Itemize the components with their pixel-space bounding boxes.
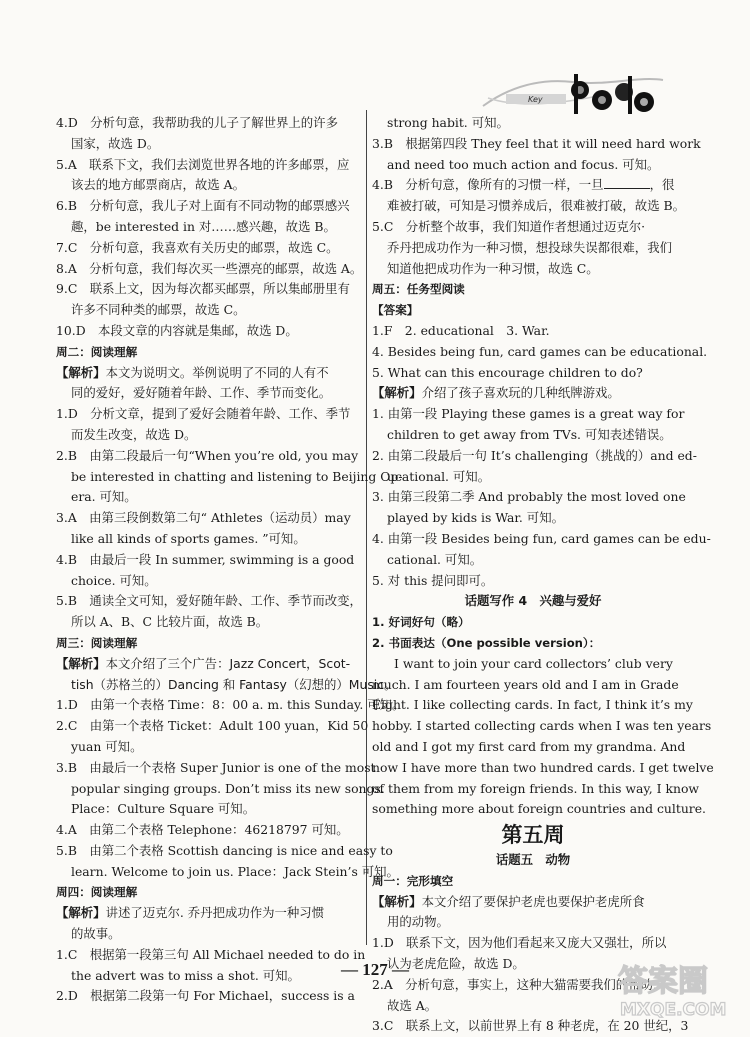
text-line bbox=[372, 758, 714, 779]
text-line bbox=[56, 300, 364, 321]
analysis-label: 【解析】 bbox=[56, 905, 106, 921]
line-text: 本文介绍了要保护老虎也要保护老虎所食 bbox=[421, 893, 645, 909]
analysis-note bbox=[372, 912, 694, 933]
line-text: 该去的地方邮票商店，故选 A。 bbox=[71, 177, 245, 193]
line-text: 4.A 由第二个表格 Telephone：46218797 可知。 bbox=[56, 822, 349, 838]
line-text: popular singing groups. Don’t miss its new songs. bbox=[71, 780, 385, 796]
line-text: 故选 A。 bbox=[387, 997, 438, 1013]
line-text: 本文为说明文。举例说明了不同的人有不 bbox=[105, 364, 329, 380]
line-text: yuan 可知。 bbox=[71, 738, 143, 754]
text-line bbox=[56, 487, 364, 508]
text-line bbox=[372, 467, 694, 488]
line-text: 2. 由第二段最后一句 It’s challenging（挑战的）and ed- bbox=[372, 447, 697, 463]
section-heading bbox=[372, 633, 694, 654]
line-text: era. 可知。 bbox=[71, 489, 137, 505]
analysis-note bbox=[56, 924, 364, 945]
text-line bbox=[372, 175, 694, 196]
section-heading bbox=[372, 279, 694, 300]
section-heading bbox=[56, 633, 364, 654]
text-line bbox=[56, 841, 393, 862]
section-heading bbox=[56, 882, 364, 903]
text-line bbox=[56, 134, 364, 155]
line-text: 4.B 分析句意，像所有的习惯一样，一旦 bbox=[372, 177, 604, 193]
text-line bbox=[372, 238, 694, 259]
fill-blank bbox=[604, 176, 650, 189]
line-text: 5. 对 this 提问即可。 bbox=[372, 572, 494, 588]
text-line bbox=[372, 113, 694, 134]
line-text: cational. 可知。 bbox=[387, 551, 483, 567]
line-text: 5.B 通读全文可知，爱好随年龄、工作、季节而改变， bbox=[56, 593, 362, 609]
text-line bbox=[372, 571, 694, 592]
text-line bbox=[372, 425, 694, 446]
line-text: 周五：任务型阅读 bbox=[372, 282, 465, 297]
text-line bbox=[56, 196, 364, 217]
line-text: 3.A 由第三段倒数第二句“ Athletes（运动员）may bbox=[56, 510, 351, 526]
text-line bbox=[56, 113, 364, 134]
text-line bbox=[372, 654, 694, 675]
line-text: 5.A 联系下文，我们去浏览世界各地的许多邮票，应 bbox=[56, 156, 350, 172]
line-text: 5.C 分析整个故事，我们知道作者想通过迈克尔· bbox=[372, 218, 646, 234]
line-text: 而发生改变，故选 D。 bbox=[71, 426, 197, 442]
line-text: 2.B 由第二段最后一句“When you’re old, you may bbox=[56, 447, 359, 463]
section-heading bbox=[372, 612, 694, 633]
text-line bbox=[56, 155, 364, 176]
text-line bbox=[372, 487, 694, 508]
line-text: 的故事。 bbox=[71, 926, 121, 942]
text-line bbox=[56, 508, 364, 529]
watermark-text-url: MXQE.COM bbox=[620, 1000, 727, 1020]
line-text: 1. 好词好句（略） bbox=[372, 615, 470, 630]
line-text: old and I got my first card from my grandma. And bbox=[372, 738, 686, 754]
header-logo-text: Key bbox=[528, 95, 543, 104]
text-line bbox=[372, 716, 712, 737]
analysis-note bbox=[56, 675, 397, 696]
text-line bbox=[56, 259, 364, 280]
line-text: 5. What can this encourage children to do? bbox=[372, 364, 643, 380]
line-text: 周三：阅读理解 bbox=[56, 635, 138, 650]
line-text: the advert was to miss a shot. 可知。 bbox=[71, 967, 300, 983]
text-line bbox=[56, 799, 364, 820]
text-line bbox=[56, 529, 364, 550]
line-text: 知道他把成功作为一种习惯，故选 C。 bbox=[387, 260, 599, 276]
line-text: 3. 由第三段第二季 And probably the most loved one bbox=[372, 489, 686, 505]
text-line bbox=[56, 612, 364, 633]
line-text: 6.B 分析句意，我儿子对上面有不同动物的邮票感兴 bbox=[56, 198, 350, 214]
text-line bbox=[372, 550, 694, 571]
line-text: strong habit. 可知。 bbox=[387, 115, 509, 130]
analysis-label: 【解析】 bbox=[372, 893, 422, 909]
line-text: and need too much action and focus. 可知。 bbox=[387, 156, 660, 172]
line-text: 许多不同种类的邮票，故选 C。 bbox=[71, 302, 246, 318]
line-text: 1.D 由第一个表格 Time：8：00 a. m. this Sunday. 可知。 bbox=[56, 697, 405, 713]
line-text: of them from my foreign friends. In this way, I know bbox=[372, 780, 700, 796]
right-column bbox=[372, 113, 714, 1037]
text-line bbox=[56, 758, 376, 779]
line-text: 国家，故选 D。 bbox=[71, 135, 160, 151]
line-text: 2.C 由第一个表格 Ticket：Adult 100 yuan，Kid 50 bbox=[56, 718, 369, 734]
line-text: 话题写作 4 兴趣与爱好 bbox=[464, 593, 602, 609]
page-number: — 127 — bbox=[341, 960, 409, 979]
line-text: 10.D 本段文章的内容就是集邮，故选 D。 bbox=[56, 322, 298, 338]
line-text: I want to join your card collectors’ club very bbox=[394, 655, 673, 671]
line-text: 4. 由第一段 Besides being fun, card games can be edu- bbox=[372, 530, 711, 546]
watermark-text-cn: 答案圈 bbox=[618, 964, 708, 999]
line-text: 用的动物。 bbox=[387, 914, 449, 930]
line-text: learn. Welcome to join us. Place：Jack Stein’s 可知。 bbox=[71, 863, 399, 879]
line-text: 2. 书面表达（One possible version）： bbox=[372, 635, 601, 650]
line-text: 3.B 根据第四段 They feel that it will need hard work bbox=[372, 135, 701, 151]
text-line bbox=[372, 363, 694, 384]
line-text: 介绍了孩子喜欢玩的几种纸牌游戏。 bbox=[421, 385, 620, 401]
analysis-label: 【解析】 bbox=[56, 655, 106, 671]
line-text: 8.A 分析句意，我们每次买一些漂亮的邮票，故选 A。 bbox=[56, 260, 363, 276]
line-text: 1.C 根据第一段第三句 All Michael needed to do in bbox=[56, 946, 366, 962]
line-text: 讲述了迈克尔. 乔丹把成功作为一种习惯 bbox=[105, 905, 325, 921]
line-text: 周一：完形填空 bbox=[372, 873, 454, 888]
week-heading bbox=[372, 820, 694, 850]
text-line bbox=[372, 508, 694, 529]
text-line bbox=[56, 446, 364, 467]
text-line bbox=[56, 550, 364, 571]
line-text: 第五周 bbox=[501, 823, 565, 848]
line-text: tish（苏格兰的）Dancing 和 Fantasy（幻想的）Music。 bbox=[71, 676, 397, 692]
header-logo bbox=[478, 68, 668, 118]
text-line bbox=[372, 321, 694, 342]
text-line bbox=[56, 862, 399, 883]
line-text: 3.B 由最后一个表格 Super Junior is one of the most bbox=[56, 759, 376, 775]
text-line bbox=[56, 467, 403, 488]
watermark-logo bbox=[612, 955, 740, 1021]
line-text: 1. 由第一段 Playing these games is a great way for bbox=[372, 406, 685, 422]
text-line bbox=[56, 571, 364, 592]
text-line bbox=[372, 446, 697, 467]
line-text: Place：Culture Square 可知。 bbox=[71, 801, 256, 817]
column-divider bbox=[366, 110, 367, 945]
text-line bbox=[372, 134, 701, 155]
text-line bbox=[372, 155, 694, 176]
line-text: 趣，be interested in 对……感兴趣，故选 B。 bbox=[71, 218, 336, 234]
text-line bbox=[372, 529, 711, 550]
text-line bbox=[56, 279, 364, 300]
line-text: 4. Besides being fun, card games can be educational. bbox=[372, 343, 708, 359]
line-text: 4.D 分析句意，我帮助我的儿子了解世界上的许多 bbox=[56, 115, 338, 130]
line-text: ucational. 可知。 bbox=[387, 468, 491, 484]
text-line bbox=[56, 591, 364, 612]
line-text: 本文介绍了三个广告：Jazz Concert，Scot- bbox=[105, 655, 351, 671]
analysis-label: 【解析】 bbox=[56, 364, 106, 380]
line-text: 2.D 根据第二段第一句 For Michael，success is a bbox=[56, 988, 355, 1004]
line-text-tail: ，很 bbox=[649, 177, 675, 193]
text-line bbox=[372, 737, 694, 758]
line-text: now I have more than two hundred cards. I get twelve bbox=[372, 759, 714, 775]
text-line bbox=[56, 695, 405, 716]
text-line bbox=[372, 799, 706, 820]
line-text: Eight. I like collecting cards. In fact, I think it’s my bbox=[372, 697, 693, 713]
line-text: 乔丹把成功作为一种习惯，想投球失误都很难，我们 bbox=[387, 239, 672, 255]
line-text: something more about foreign countries and culture. bbox=[372, 801, 706, 817]
text-line bbox=[56, 986, 364, 1007]
analysis-note bbox=[372, 383, 694, 404]
line-text: 难被打破，可知是习惯养成后，很难被打破，故选 B。 bbox=[387, 198, 686, 214]
line-text: 认为老虎危险，故选 D。 bbox=[387, 956, 525, 972]
line-text: 1.D 联系下文，因为他们看起来又庞大又强壮，所以 bbox=[372, 935, 667, 951]
line-text: like all kinds of sports games. ”可知。 bbox=[71, 530, 306, 546]
line-text: 4.B 由最后一段 In summer, swimming is a good bbox=[56, 551, 355, 567]
text-line bbox=[372, 675, 694, 696]
line-text: 5.B 由第二个表格 Scottish dancing is nice and easy to bbox=[56, 842, 393, 858]
section-heading bbox=[56, 342, 364, 363]
topic-heading bbox=[372, 591, 694, 612]
topic-heading bbox=[372, 850, 694, 871]
text-line bbox=[56, 820, 364, 841]
line-text: 【答案】 bbox=[372, 303, 419, 318]
analysis-note bbox=[56, 903, 364, 924]
line-text: 1.D 分析文章，提到了爱好会随着年龄、工作、季节 bbox=[56, 406, 351, 422]
text-line bbox=[56, 425, 364, 446]
line-text: played by kids is War. 可知。 bbox=[387, 510, 564, 526]
line-text: 同的爱好，爱好随着年龄、工作、季节而变化。 bbox=[71, 385, 332, 401]
line-text: 周四：阅读理解 bbox=[56, 885, 138, 900]
line-text: 1.F 2. educational 3. War. bbox=[372, 322, 550, 338]
line-text: 3.C 联系上文，以前世界上有 8 种老虎，在 20 世纪，3 bbox=[372, 1018, 689, 1034]
line-text: 2.A 分析句意，事实上，这种大猫需要我们的帮助， bbox=[372, 976, 666, 992]
line-text: hobby. I started collecting cards when I was ten years bbox=[372, 718, 712, 734]
text-line bbox=[56, 175, 364, 196]
text-line bbox=[56, 404, 364, 425]
analysis-note bbox=[56, 654, 364, 675]
text-line bbox=[56, 779, 385, 800]
text-line bbox=[56, 716, 369, 737]
text-line bbox=[56, 321, 364, 342]
line-text: 9.C 联系上文，因为每次都买邮票，所以集邮册里有 bbox=[56, 281, 350, 297]
line-text: 7.C 分析句意，我喜欢有关历史的邮票，故选 C。 bbox=[56, 239, 339, 255]
text-line bbox=[372, 259, 694, 280]
analysis-note bbox=[56, 363, 364, 384]
text-line bbox=[372, 217, 694, 238]
analysis-label: 【解析】 bbox=[372, 385, 422, 401]
line-text: much. I am fourteen years old and I am in Grade bbox=[372, 676, 679, 692]
section-heading bbox=[372, 871, 694, 892]
text-line bbox=[56, 737, 364, 758]
text-line bbox=[372, 695, 694, 716]
analysis-note bbox=[56, 383, 364, 404]
text-line bbox=[56, 217, 364, 238]
line-text: children to get away from TVs. 可知表述错误。 bbox=[387, 426, 672, 442]
text-line bbox=[372, 196, 694, 217]
line-text: 周二：阅读理解 bbox=[56, 344, 138, 359]
line-text: 话题五 动物 bbox=[495, 852, 571, 868]
text-line bbox=[56, 238, 364, 259]
text-line bbox=[372, 933, 694, 954]
text-line bbox=[372, 342, 708, 363]
section-heading bbox=[372, 300, 694, 321]
analysis-note bbox=[372, 892, 694, 913]
line-text: 所以 A、B、C 比较片面，故选 B。 bbox=[71, 614, 269, 630]
text-line bbox=[372, 404, 694, 425]
text-line bbox=[372, 779, 700, 800]
line-text: be interested in chatting and listening to Beijing Op- bbox=[71, 468, 403, 484]
line-text: choice. 可知。 bbox=[71, 572, 157, 588]
